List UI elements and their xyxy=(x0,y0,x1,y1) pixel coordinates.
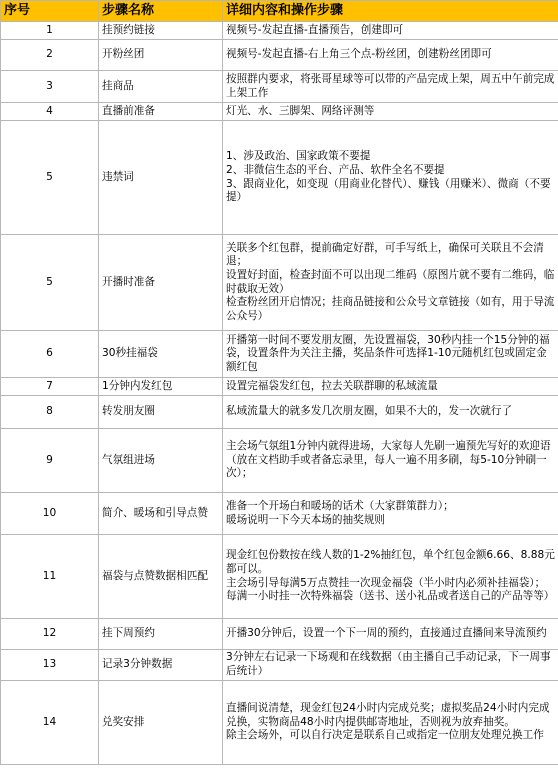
header-row xyxy=(1,1,558,22)
row-number: 5 xyxy=(1,121,99,235)
table-row xyxy=(1,378,558,396)
table-row xyxy=(1,331,558,378)
table-row xyxy=(1,235,558,331)
table-row xyxy=(1,619,558,650)
step-detail: 开播30分钟后，设置一个下一周的预约，直接通过直播间来导流预约 xyxy=(223,619,558,650)
table-row xyxy=(1,650,558,681)
step-name: 记录3分钟数据 xyxy=(99,650,223,681)
row-number: 9 xyxy=(1,429,99,493)
table-row xyxy=(1,493,558,535)
step-detail: 视频号-发起直播-直播预告，创建即可 xyxy=(223,22,558,40)
step-name: 气氛组进场 xyxy=(99,429,223,493)
header-step-name: 步骤名称 xyxy=(99,1,223,22)
step-name: 1分钟内发红包 xyxy=(99,378,223,396)
step-name: 福袋与点赞数据相匹配 xyxy=(99,535,223,619)
step-name: 挂下周预约 xyxy=(99,619,223,650)
row-number: 7 xyxy=(1,378,99,396)
table-row xyxy=(1,681,558,765)
row-number: 1 xyxy=(1,22,99,40)
header-no: 序号 xyxy=(1,1,99,22)
step-name: 挂商品 xyxy=(99,71,223,103)
step-name: 30秒挂福袋 xyxy=(99,331,223,378)
table-row xyxy=(1,22,558,40)
step-name: 兑奖安排 xyxy=(99,681,223,765)
table-row xyxy=(1,40,558,71)
step-name: 转发朋友圈 xyxy=(99,396,223,429)
row-number: 13 xyxy=(1,650,99,681)
table-row xyxy=(1,103,558,121)
step-name: 开粉丝团 xyxy=(99,40,223,71)
header-detail: 详细内容和操作步骤 xyxy=(223,1,558,22)
step-detail: 3分钟左右记录一下场观和在线数据（由主播自己手动记录，下一周事后统计） xyxy=(223,650,558,681)
table-row xyxy=(1,535,558,619)
row-number: 6 xyxy=(1,331,99,378)
step-detail: 开播第一时间不要发朋友圈，先设置福袋，30秒内挂一个15分钟的福袋，设置条件为关注主播，奖品条件可选择1-10元随机红包或固定金额红包 xyxy=(223,331,558,378)
row-number: 8 xyxy=(1,396,99,429)
row-number: 2 xyxy=(1,40,99,71)
row-number: 10 xyxy=(1,493,99,535)
step-detail: 准备一个开场白和暖场的话术（大家群策群力）； 暖场说明一下今天本场的抽奖规则 xyxy=(223,493,558,535)
table-row xyxy=(1,121,558,235)
table-row xyxy=(1,71,558,103)
step-name: 开播时准备 xyxy=(99,235,223,331)
step-detail: 设置完福袋发红包，拉去关联群聊的私域流量 xyxy=(223,378,558,396)
step-detail: 关联多个红包群，提前确定好群，可手写纸上，确保可关联且不会清退； 设置好封面，检查封面不可以出现二维码（原图片就不要有二维码，临时截取无效） 检查粉丝团开启情况；挂商品链接和公众号文章链接（如有，用于导流公众号） xyxy=(223,235,558,331)
step-detail: 私域流量大的就多发几次朋友圈，如果不大的，发一次就行了 xyxy=(223,396,558,429)
step-name: 直播前准备 xyxy=(99,103,223,121)
step-name: 违禁词 xyxy=(99,121,223,235)
step-name: 简介、暖场和引导点赞 xyxy=(99,493,223,535)
step-detail: 主会场气氛组1分钟内就得进场，大家每人先刷一遍预先写好的欢迎语（放在文档助手或者备忘录里，每人一遍不用多刷，每5-10分钟刷一次）； xyxy=(223,429,558,493)
row-number: 5 xyxy=(1,235,99,331)
row-number: 12 xyxy=(1,619,99,650)
row-number: 14 xyxy=(1,681,99,765)
step-detail: 视频号-发起直播-右上角三个点-粉丝团，创建粉丝团即可 xyxy=(223,40,558,71)
row-number: 3 xyxy=(1,71,99,103)
row-number: 4 xyxy=(1,103,99,121)
step-detail: 直播间说清楚，现金红包24小时内完成兑奖；虚拟奖品24小时内完成兑换，实物商品48小时内提供邮寄地址，否则视为放弃抽奖。 除主会场外，可以自行决定是联系自己或指定一位朋友处理兑换工作 xyxy=(223,681,558,765)
table-row xyxy=(1,429,558,493)
step-detail: 现金红包份数按在线人数的1-2%抽红包，单个红包金额6.66、8.88元都可以。 主会场引导每满5万点赞挂一次现金福袋（半小时内必须补挂福袋）；每满一小时挂一次特殊福袋（送书、送小礼品或者送自己的产品等等） xyxy=(223,535,558,619)
row-number: 11 xyxy=(1,535,99,619)
step-detail: 按照群内要求，将张哥星球等可以带的产品完成上架，周五中午前完成上架工作 xyxy=(223,71,558,103)
table-row xyxy=(1,396,558,429)
step-name: 挂预约链接 xyxy=(99,22,223,40)
step-detail: 灯光、水、三脚架、网络评测等 xyxy=(223,103,558,121)
step-detail: 1、涉及政治、国家政策不要提 2、非微信生态的平台、产品、软件全名不要提 3、跟商业化，如变现（用商业化替代）、赚钱（用赚米）、微商（不要提） xyxy=(223,121,558,235)
